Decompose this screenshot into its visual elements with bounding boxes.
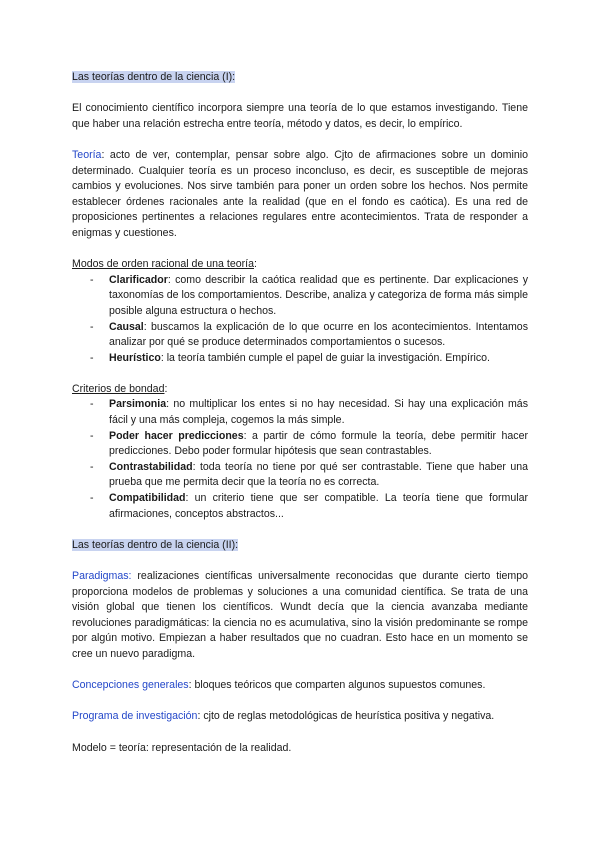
list-item: - Compatibilidad: un criterio tiene que ser compatible. La teoría tiene que formular afirmaciones, conceptos abstractos... xyxy=(90,492,528,520)
dash-bullet: - xyxy=(90,429,94,442)
modelo-paragraph: Modelo = teoría: representación de la realidad. xyxy=(72,741,292,754)
list-item: - Causal: buscamos la explicación de lo que ocurre en los acontecimientos. Intentamos analizar por qué se produce determinados comportamientos o sucesos. xyxy=(90,320,528,349)
modos-list xyxy=(72,273,528,367)
concepciones-term: Concepciones generales xyxy=(72,679,189,692)
paradigmas-paragraph: Paradigmas: realizaciones científicas universalmente reconocidas que durante cierto tiempo proporciona modelos de problemas y soluciones a una comunidad científica. Se trata de una visión global que tienen los científicos. Wundt decía que la ciencia avanzaba mediante revoluciones paradigmáticas: la ciencia no es acumulativa, sino la visión predominante se rompe por algún motivo. Empiezan a haber resultados que no cuadran. Esto hace en un momento se cree un nuevo paradigma. xyxy=(72,570,528,660)
dash-bullet: - xyxy=(90,273,94,286)
section1-heading: Las teorías dentro de la ciencia (I): xyxy=(72,71,236,83)
teoria-text: : acto de ver, contemplar, pensar sobre algo. Cjto de afirmaciones sobre un dominio determinado. Cualquier teoría es un proceso inconcluso, es decir, es susceptible de mejoras cambios y evoluciones. Nos sirve también para poner un orden sobre los hechos. Nos permite establecer órdenes racionales ante la realidad (que en el fondo es caótica). Es una red de proposiciones pertinentes a relaciones regulares entre acontecimientos. Trata de responder a enigmas y cuestiones. xyxy=(72,148,528,239)
list-item: - Poder hacer predicciones: a partir de cómo formule la teoría, debe permitir hacer predicciones. Debo poder formular hipótesis que sean contrastables. xyxy=(90,429,529,458)
dash-bullet: - xyxy=(90,320,94,333)
dash-bullet: - xyxy=(90,351,94,364)
list-item: - Parsimonia: no multiplicar los entes si no hay necesidad. Si hay una explicación más fácil y una más compleja, cogemos la más simple. xyxy=(90,398,528,427)
programa-term: Programa de investigación xyxy=(72,710,198,723)
paradigmas-term: Paradigmas: xyxy=(72,570,132,582)
teoria-paragraph xyxy=(72,148,528,242)
list-item: - Clarificador: como describir la caótica realidad que es pertinente. Dar explicaciones y taxonomías de los comportamientos. Describe, analiza y categoriza de forma más simple posible alguna estructura o hechos. xyxy=(90,273,528,317)
modos-title: Modos de orden racional de una teoría: xyxy=(72,258,257,271)
criterios-list xyxy=(72,397,528,522)
section2-heading: Las teorías dentro de la ciencia (II): xyxy=(72,538,239,551)
dash-bullet: - xyxy=(90,492,94,505)
criterios-title: Criterios de bondad: xyxy=(72,382,168,395)
concepciones-paragraph: Concepciones generales: bloques teóricos que comparten algunos supuestos comunes. xyxy=(72,679,486,692)
list-item: - Heurístico: la teoría también cumple el papel de guiar la investigación. Empírico. xyxy=(72,351,528,367)
intro-paragraph: El conocimiento científico incorpora siempre una teoría de lo que estamos investigando. Tiene que haber una relación estrecha entre teoría, método y datos, es decir, lo empírico. xyxy=(72,102,528,130)
dash-bullet: - xyxy=(90,460,94,473)
dash-bullet: - xyxy=(90,398,94,411)
teoria-term: Teoría xyxy=(72,148,102,161)
programa-paragraph: Programa de investigación: cjto de reglas metodológicas de heurística positiva y negativa. xyxy=(72,710,495,723)
list-item: - Contrastabilidad: toda teoría no tiene por qué ser contrastable. Tiene que haber una prueba que me permita decir que la teoría no es correcta. xyxy=(90,460,528,489)
